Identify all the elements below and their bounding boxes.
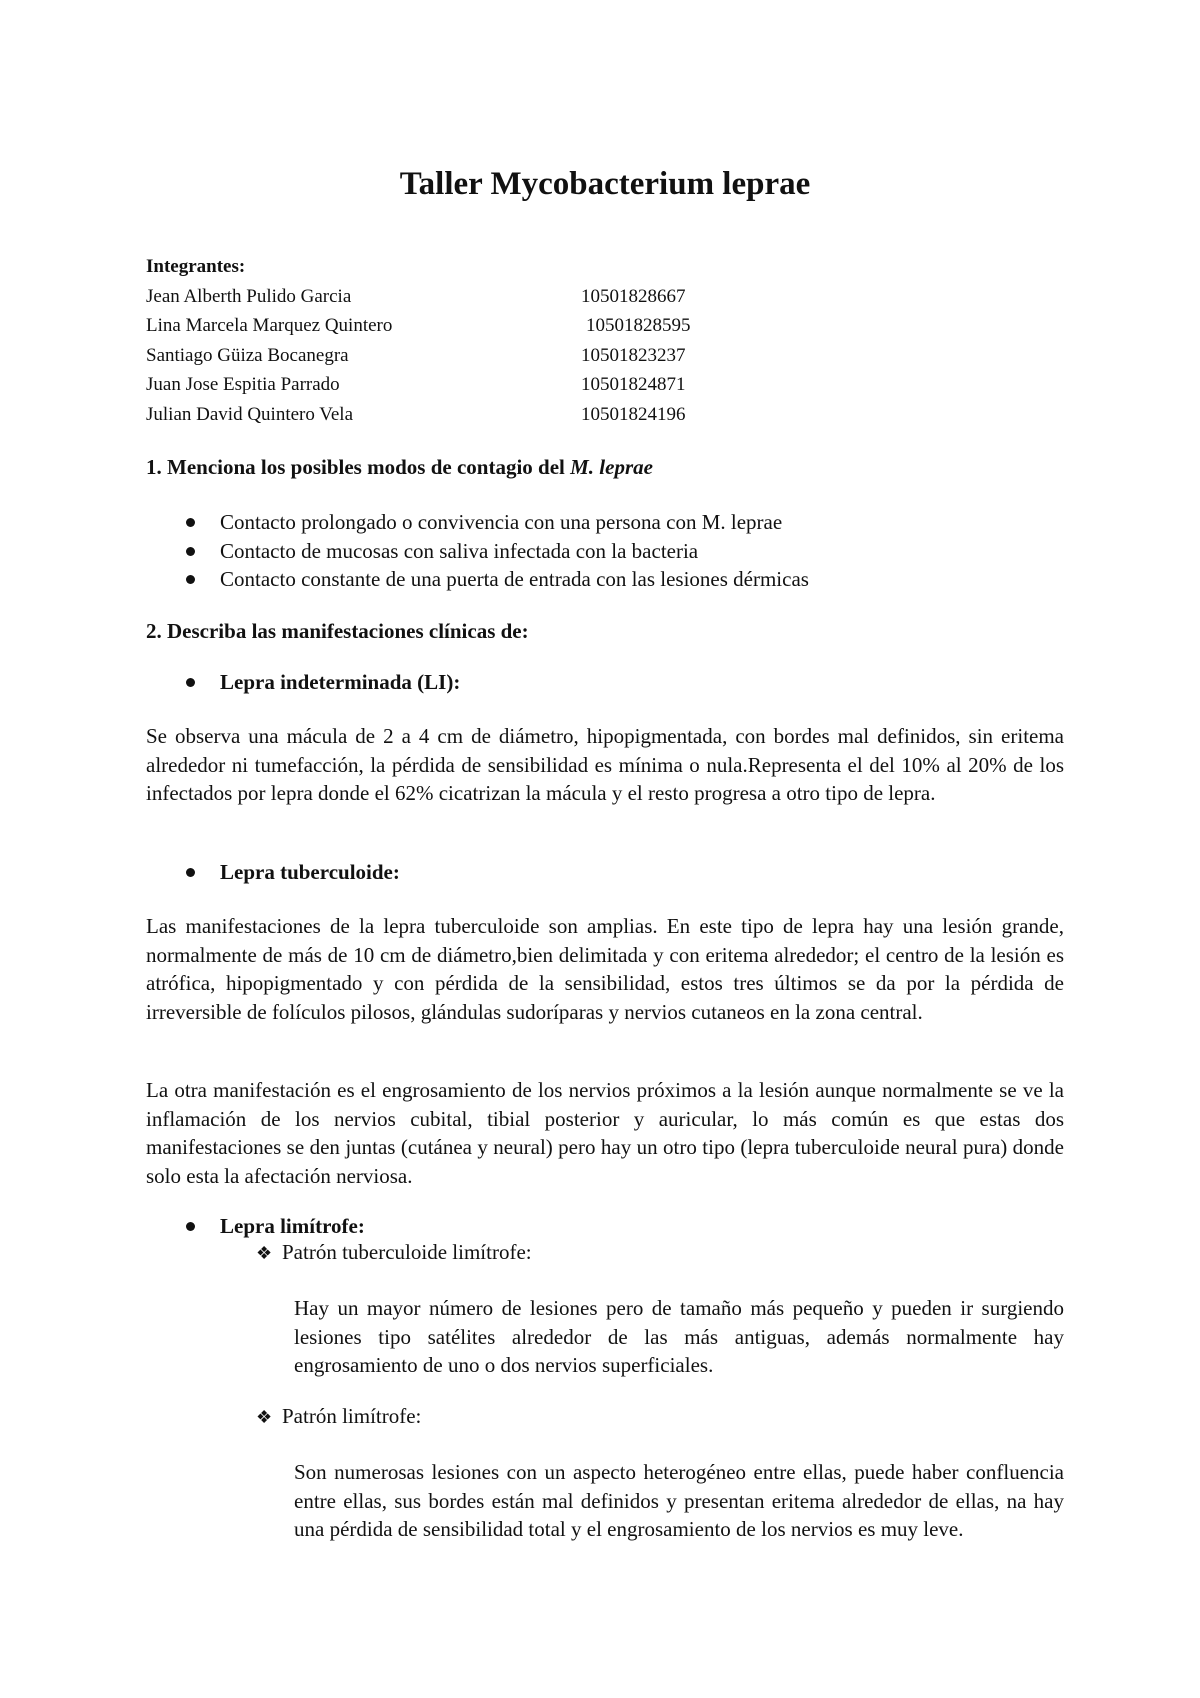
- subheading-text: Lepra tuberculoide:: [220, 860, 400, 884]
- pattern-label-text: Patrón limítrofe:: [282, 1404, 422, 1428]
- document-title: Taller Mycobacterium leprae: [399, 166, 811, 202]
- bullet-icon: [186, 547, 195, 556]
- member-name: Lina Marcela Marquez Quintero: [146, 315, 393, 336]
- pattern-2-label: [256, 1402, 421, 1432]
- member-id: 10501823237: [581, 344, 686, 366]
- bullet-icon: [186, 868, 195, 877]
- lepra-tuberculoide-heading: [146, 858, 1138, 887]
- member-name: Santiago Güiza Bocanegra: [146, 344, 349, 366]
- diamond-icon: ❖: [256, 1243, 273, 1263]
- list-item: [146, 508, 1064, 537]
- list-item-text: Contacto prolongado o convivencia con una persona con M. leprae: [220, 510, 783, 534]
- bullet-icon: [186, 678, 195, 687]
- diamond-icon: ❖: [256, 1407, 273, 1427]
- member-id: 10501824871: [581, 374, 686, 395]
- pattern-1-label: [256, 1238, 532, 1268]
- list-item-text: Contacto constante de una puerta de entrada con las lesiones dérmicas: [220, 567, 809, 591]
- lepra-tuberculoide-paragraph-1: Las manifestaciones de la lepra tuberculoide son amplias. En este tipo de lepra hay una lesión grande, normalmente de más de 10 cm de diámetro,bien delimitada y con eritema alrededor; el centro de la lesión es atrófica, hipopigmentado y con pérdida de la sensibilidad, estos tres últimos se da por la pérdida de irreversible de folículos pilosos, glándulas sudoríparas y nervios cutaneos en la zona central.: [146, 914, 1064, 1024]
- member-row: [146, 282, 1064, 312]
- pattern-label-text: Patrón tuberculoide limítrofe:: [282, 1240, 532, 1264]
- member-row: [146, 370, 1064, 400]
- member-id: 10501828595: [586, 315, 691, 336]
- subheading-text: Lepra indeterminada (LI):: [220, 670, 461, 694]
- member-name: Juan Jose Espitia Parrado: [146, 374, 340, 395]
- question-1-italic: M. leprae: [570, 455, 653, 479]
- contagion-list: [146, 508, 1064, 594]
- question-1-heading: [146, 452, 653, 482]
- member-id: 10501824196: [581, 403, 686, 425]
- list-item-text: Contacto de mucosas con saliva infectada con la bacteria: [220, 538, 699, 563]
- list-item: [146, 565, 1064, 594]
- member-row: [146, 341, 1064, 371]
- lepra-indeterminada-heading: [146, 668, 1138, 697]
- question-1-text: 1. Menciona los posibles modos de contagio del: [146, 455, 571, 479]
- pattern-2-paragraph: Son numerosas lesiones con un aspecto heterogéneo entre ellas, puede haber confluencia entre ellas, sus bordes están mal definidos y presentan eritema alrededor de ellas, na hay una pérdida de sensibilidad total y el engrosamiento de los nervios es muy leve.: [294, 1460, 1064, 1541]
- bullet-icon: [186, 1222, 195, 1231]
- lepra-limitrofe-heading: [146, 1212, 1138, 1241]
- question-2-heading: 2. Describa las manifestaciones clínicas de:: [146, 619, 529, 643]
- member-row: [146, 311, 1064, 341]
- member-row: [146, 400, 1064, 430]
- member-name: Julian David Quintero Vela: [146, 403, 354, 425]
- member-id: 10501828667: [581, 285, 686, 307]
- bullet-icon: [186, 575, 195, 584]
- members-label: Integrantes:: [146, 256, 246, 277]
- members-section: [146, 252, 1064, 429]
- lepra-tuberculoide-paragraph-2: La otra manifestación es el engrosamiento de los nervios próximos a la lesión aunque normalmente se ve la inflamación de los nervios cubital, tibial posterior y auricular, lo más común es que estas dos manifestaciones se den juntas (cutánea y neural) pero hay un otro tipo (lepra tuberculoide neural pura) donde solo esta la afectación nerviosa.: [146, 1078, 1064, 1188]
- list-item: [146, 537, 1064, 566]
- bullet-icon: [186, 518, 195, 527]
- member-name: Jean Alberth Pulido Garcia: [146, 285, 352, 307]
- subheading-text: Lepra limítrofe:: [220, 1214, 365, 1238]
- lepra-indeterminada-paragraph: Se observa una mácula de 2 a 4 cm de diámetro, hipopigmentada, con bordes mal definidos, sin eritema alrededor ni tumefacción, la pérdida de sensibilidad es mínima o nula.Representa el del 10% al 20% de los infectados por lepra donde el 62% cicatrizan la mácula y el resto progresa a otro tipo de lepra.: [146, 724, 1064, 805]
- pattern-1-paragraph: Hay un mayor número de lesiones pero de tamaño más pequeño y pueden ir surgiendo lesiones tipo satélites alrededor de las más antiguas, además normalmente hay engrosamiento de uno o dos nervios superficiales.: [294, 1296, 1064, 1377]
